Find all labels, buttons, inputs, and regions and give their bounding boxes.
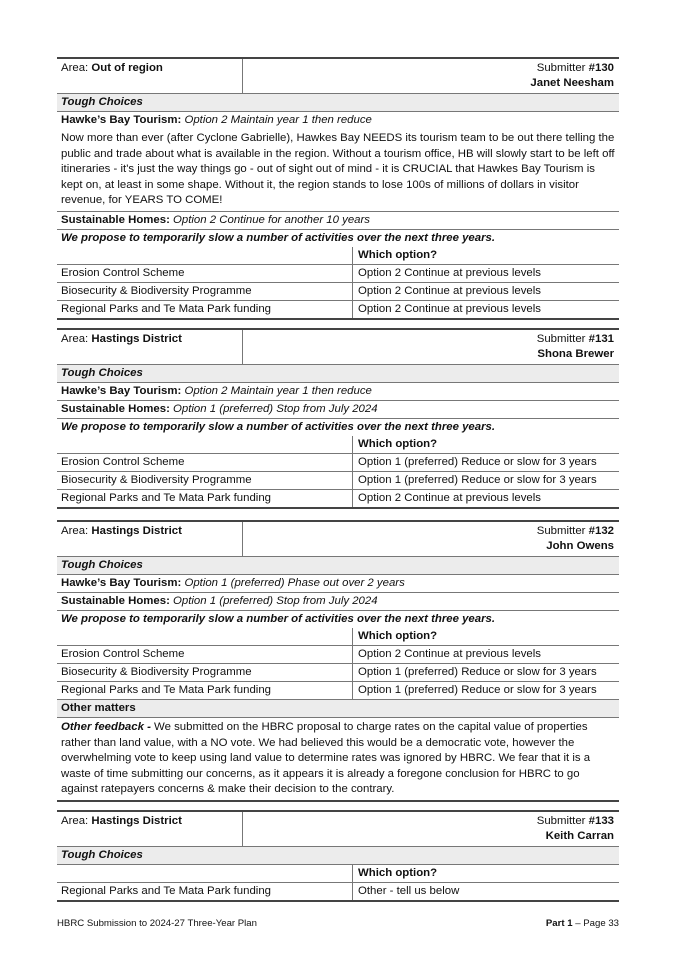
area-value: Out of region [91,62,163,74]
submitter-name: Janet Neesham [530,77,614,89]
submitter-number: #132 [588,525,614,537]
tough-choices-heading: Tough Choices [57,557,619,575]
area-value: Hastings District [91,815,182,827]
other-feedback: Other feedback - We submitted on the HBRC proposal to charge rates on the capital value of properties rather than land value, with a NO vote. We had believed this would be a democratic vote, however the overwhelming vote to keep using land value to determine rates was ignored by HBRC. We fear that it is a waste of time submitting our concerns, as it appears it is already a foregone conclusion for HBRC to go against ratepayers concerns & make their decision to the contrary. [57,718,619,802]
tough-choices-heading: Tough Choices [57,847,619,865]
submitter-name: John Owens [546,540,614,552]
submitter-number: #133 [588,815,614,827]
table-row: Erosion Control Scheme Option 1 (preferred) Reduce or slow for 3 years [57,454,619,472]
propose-heading: We propose to temporarily slow a number of activities over the next three years. [61,421,496,433]
area-value: Hastings District [91,525,182,537]
table-row: Regional Parks and Te Mata Park funding Option 1 (preferred) Reduce or slow for 3 years [57,682,619,700]
table-row: Biosecurity & Biodiversity Programme Option 1 (preferred) Reduce or slow for 3 years [57,664,619,682]
footer-page: Part 1 – Page 33 [545,918,619,929]
submission-132 [57,520,619,802]
table-row: Biosecurity & Biodiversity Programme Option 1 (preferred) Reduce or slow for 3 years [57,472,619,490]
options-header-row: Which option? [57,436,619,454]
table-row: Biosecurity & Biodiversity Programme Option 2 Continue at previous levels [57,283,619,301]
area-cell: Area: Hastings District [57,522,243,556]
submitter-cell: Submitter #132 John Owens [536,525,614,552]
options-header-row: Which option? [57,628,619,646]
submission-133 [57,810,619,902]
area-cell: Area: Out of region [57,59,243,93]
submitter-cell: Submitter #133 Keith Carran [536,815,614,842]
options-header-row: Which option? [57,865,619,883]
submitter-number: #131 [588,333,614,345]
submitter-name: Keith Carran [545,830,614,842]
table-row: Regional Parks and Te Mata Park funding Option 2 Continue at previous levels [57,301,619,320]
homes-row: Sustainable Homes: Option 1 (preferred) Stop from July 2024 [57,593,619,611]
area-cell: Area: Hastings District [57,330,243,364]
table-row: Regional Parks and Te Mata Park funding Other - tell us below [57,883,619,902]
page-footer [57,918,619,929]
other-matters-heading: Other matters [57,700,619,718]
tourism-comment: Now more than ever (after Cyclone Gabrielle), Hawkes Bay NEEDS its tourism team to be out there telling the public and trade about what is available in the region. Without a tourism office, HB will slowly start to be left off itineraries - it's just the way things go - out of sight out of mind - it is CRUCIAL that Hawkes Bay Tourism is kept on, at least in some shape. Without it, the region stands to lose 100s of millions of dollars in visitor revenue, for YEARS TO COME! [57,129,619,212]
submitter-cell: Submitter #130 Janet Neesham [530,62,614,89]
homes-row: Sustainable Homes: Option 1 (preferred) Stop from July 2024 [57,401,619,419]
options-header-row: Which option? [57,247,619,265]
submitter-cell: Submitter #131 Shona Brewer [536,333,614,360]
submission-130 [57,57,619,320]
tourism-row: Hawke’s Bay Tourism: Option 2 Maintain year 1 then reduce [57,383,619,401]
submitter-number: #130 [588,62,614,74]
area-value: Hastings District [91,333,182,345]
submission-header [57,520,619,557]
footer-title: HBRC Submission to 2024-27 Three-Year Plan [57,918,257,929]
area-cell: Area: Hastings District [57,812,243,846]
submission-header [57,328,619,365]
tough-choices-heading: Tough Choices [57,365,619,383]
table-row: Erosion Control Scheme Option 2 Continue at previous levels [57,646,619,664]
homes-row: Sustainable Homes: Option 2 Continue for another 10 years [57,212,619,230]
submission-131 [57,328,619,509]
table-row: Regional Parks and Te Mata Park funding Option 2 Continue at previous levels [57,490,619,509]
propose-heading: We propose to temporarily slow a number of activities over the next three years. [61,613,496,625]
tourism-row: Hawke’s Bay Tourism: Option 2 Maintain year 1 then reduce [61,114,372,126]
table-row: Erosion Control Scheme Option 2 Continue at previous levels [57,265,619,283]
submission-header [57,810,619,847]
submission-header [57,57,619,94]
propose-heading: We propose to temporarily slow a number of activities over the next three years. [61,231,496,244]
submitter-name: Shona Brewer [537,348,614,360]
tough-choices-heading: Tough Choices [57,94,619,112]
tourism-row: Hawke’s Bay Tourism: Option 1 (preferred) Phase out over 2 years [57,575,619,593]
